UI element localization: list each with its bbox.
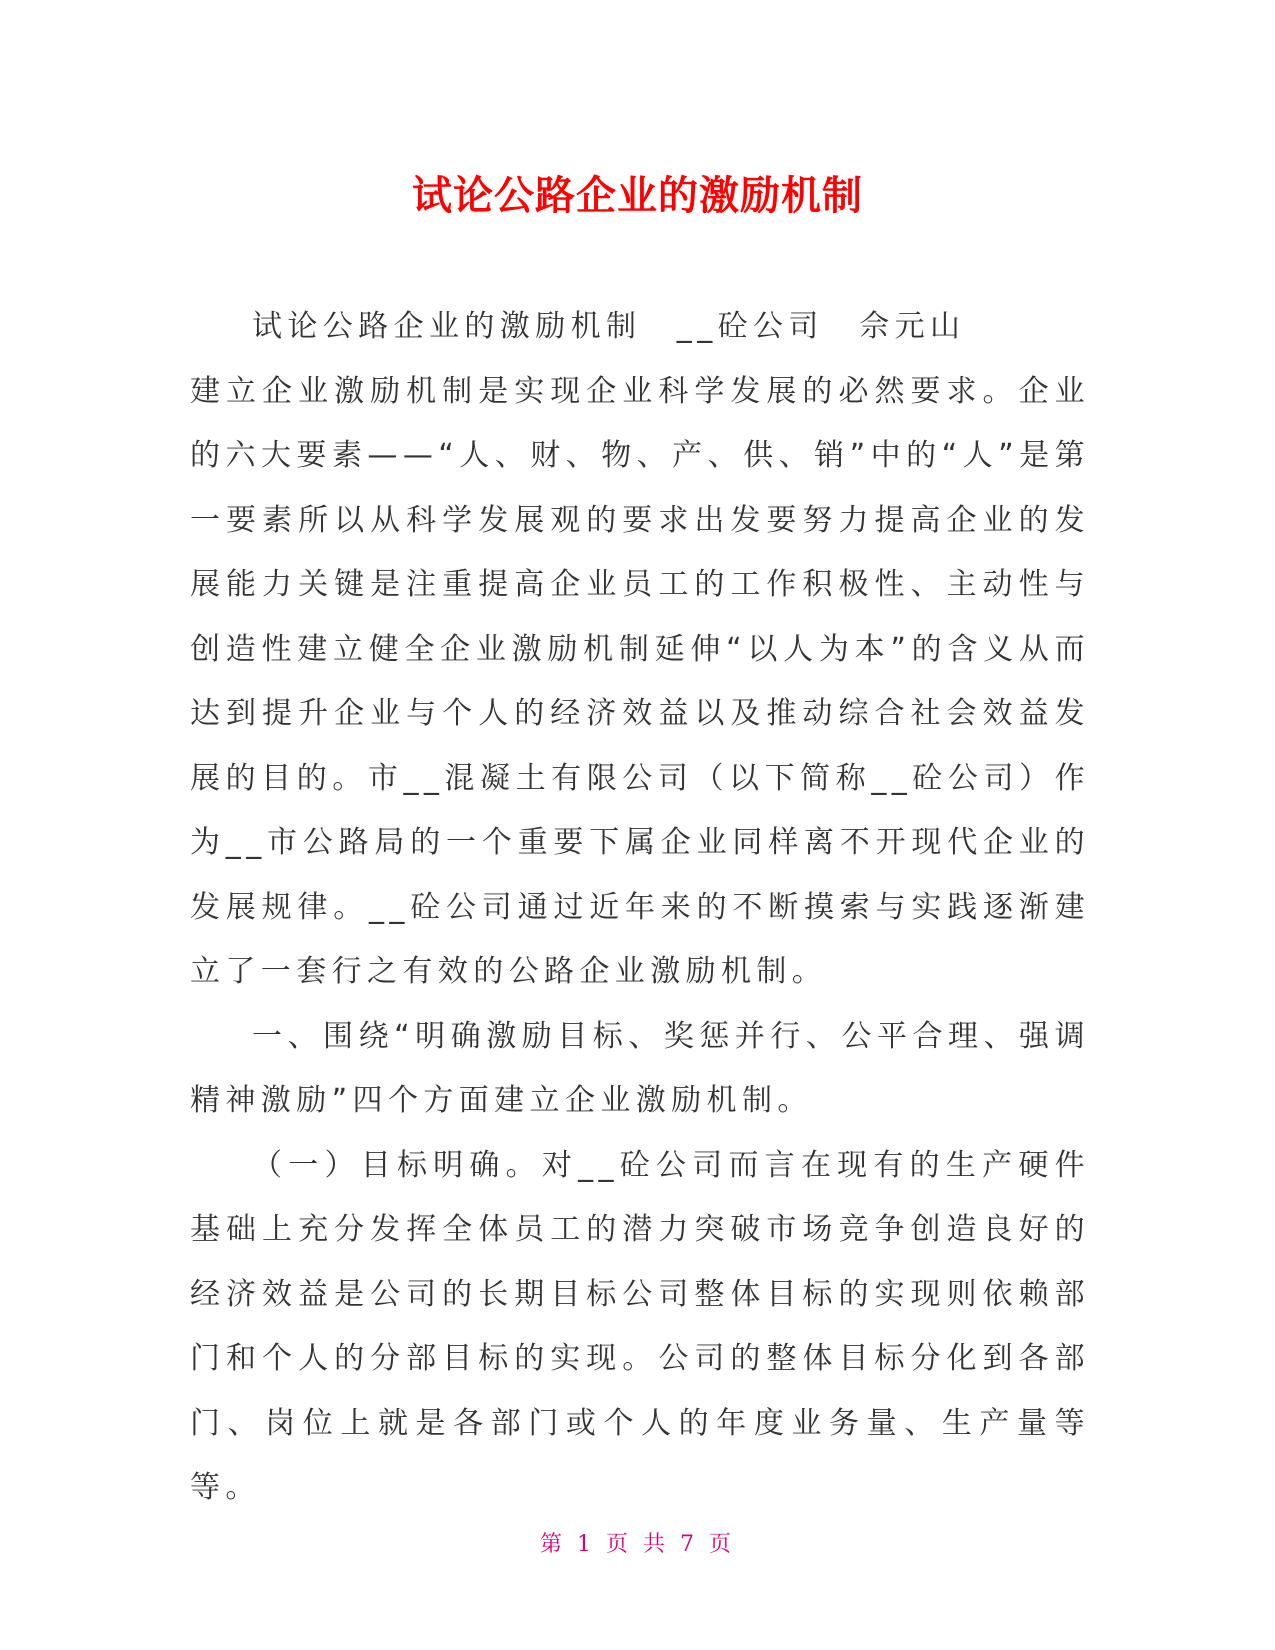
document-title: 试论公路企业的激励机制 <box>412 173 863 219</box>
paragraph-section-heading: 一、围绕“明确激励目标、奖惩并行、公平合理、强调精神激励”四个方面建立企业激励机制。 <box>190 1018 1090 1118</box>
paragraph-intro: 建立企业激励机制是实现企业科学发展的必然要求。企业的六大要素——“人、财、物、产、供、销”中的“人”是第一要素所以从科学发展观的要求出发要努力提高企业的发展能力关键是注重提高企业员工的工作积极性、主动性与创造性建立健全企业激励机制延伸“以人为本”的含义从而达到提升企业与个人的经济效益以及推动综合社会效益发展的目的。市__混凝土有限公司（以下简称__砼公司）作为__市公路局的一个重要下属企业同样离不开现代企业的发展规律。__砼公司通过近年来的不断摸索与实践逐渐建立了一套行之有效的公路企业激励机制。 <box>190 373 1090 989</box>
paragraph-subsection-one: （一）目标明确。对__砼公司而言在现有的生产硬件基础上充分发挥全体员工的潜力突破市场竞争创造良好的经济效益是公司的长期目标公司整体目标的实现则依赖部门和个人的分部目标的实现。公司的整体目标分化到各部门、岗位上就是各部门或个人的年度业务量、生产量等等。 <box>190 1147 1090 1505</box>
byline: 试论公路企业的激励机制 __砼公司 佘元山 <box>252 309 966 344</box>
page-number-footer: 第 1 页 共 7 页 <box>540 1532 735 1557</box>
document-body <box>190 295 1090 1521</box>
